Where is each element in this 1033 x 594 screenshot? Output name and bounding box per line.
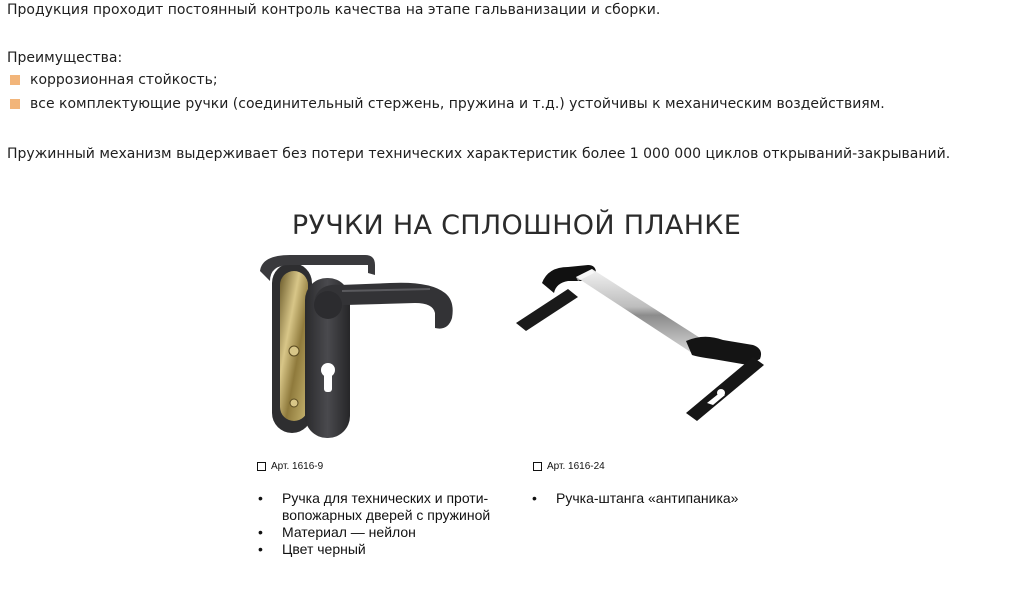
square-bullet-icon xyxy=(10,99,20,109)
product-image-lever-handle xyxy=(250,243,460,443)
product-1-features xyxy=(256,490,516,558)
article-label: Арт. 1616-24 xyxy=(547,461,605,472)
product-2-features xyxy=(530,490,790,507)
advantage-text: все комплектующие ручки (соединительный стержень, пружина и т.д.) устойчивы к механическим воздействиям. xyxy=(30,96,885,112)
intro-text: Продукция проходит постоянный контроль качества на этапе гальванизации и сборки. xyxy=(7,2,661,18)
square-bullet-icon xyxy=(10,75,20,85)
advantages-list xyxy=(7,72,885,120)
advantages-title: Преимущества: xyxy=(7,50,123,66)
list-item xyxy=(7,72,885,96)
list-item: • Ручка-штанга «антипаника» xyxy=(530,490,790,507)
checkbox-square-icon xyxy=(257,462,266,471)
checkbox-square-icon xyxy=(533,462,542,471)
section-title: РУЧКИ НА СПЛОШНОЙ ПЛАНКЕ xyxy=(291,210,742,242)
list-item: • Ручка для технических и проти-вопожарных дверей с пружиной xyxy=(256,490,516,524)
product-article-2 xyxy=(533,461,605,472)
article-label: Арт. 1616-9 xyxy=(271,461,324,472)
spring-mechanism-note: Пружинный механизм выдерживает без потери технических характеристик более 1 000 000 циклов открываний-закрываний. xyxy=(7,146,951,162)
list-item xyxy=(7,96,885,120)
list-item: • Материал — нейлон xyxy=(256,524,516,541)
product-image-panic-bar xyxy=(508,245,770,445)
advantage-text: коррозионная стойкость; xyxy=(30,72,218,88)
list-item: • Цвет черный xyxy=(256,541,516,558)
product-article-1 xyxy=(257,461,323,472)
